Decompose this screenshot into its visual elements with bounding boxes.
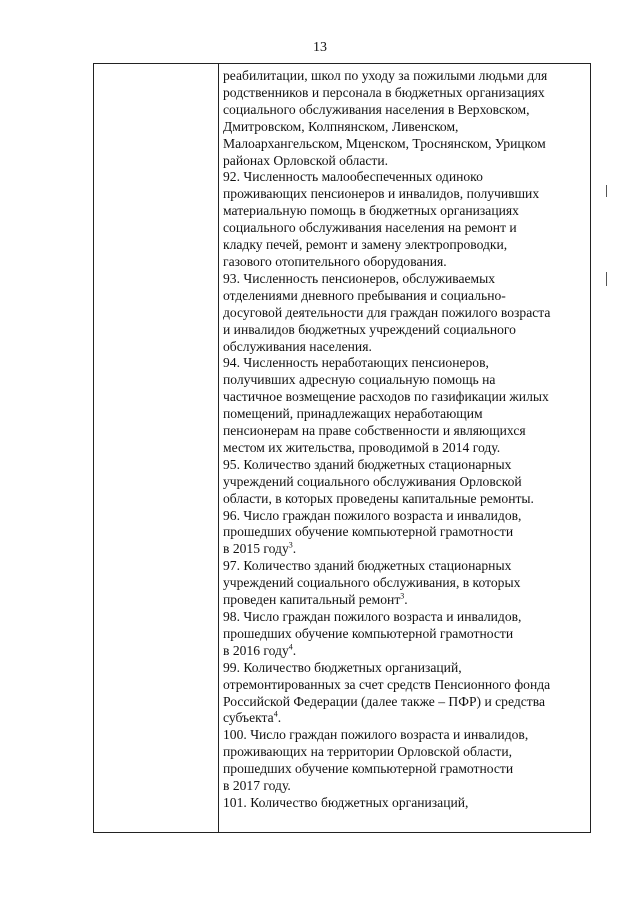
table-frame [93, 63, 591, 833]
line-text-end: . [292, 642, 297, 658]
line-text: области, в которых проведены капитальные ремонты. [223, 490, 534, 506]
text-line [223, 508, 581, 525]
line-text: 92. Численность малообеспеченных одиноко [223, 169, 483, 185]
text-line [223, 592, 581, 609]
line-text: 99. Количество бюджетных организаций, [223, 659, 462, 675]
line-text: проведен капитальный ремонт [223, 592, 401, 608]
line-text: проживающих пенсионеров и инвалидов, получивших [223, 186, 540, 202]
line-text: районах Орловской области. [223, 152, 389, 168]
text-line [223, 694, 581, 711]
line-text: 96. Число граждан пожилого возраста и инвалидов, [223, 507, 522, 523]
text-line [223, 220, 581, 237]
line-text: прошедших обучение компьютерной грамотности [223, 761, 514, 777]
text-line [223, 761, 581, 778]
line-text-end: . [292, 541, 297, 557]
line-text: получивших адресную социальную помощь на [223, 372, 496, 388]
text-line [223, 457, 581, 474]
text-line [223, 440, 581, 457]
line-text: учреждений социального обслуживания, в которых [223, 575, 521, 591]
text-line [223, 102, 581, 119]
line-text: газового отопительного оборудования. [223, 253, 447, 269]
line-text: Малоархангельском, Мценском, Троснянском, Урицком [223, 135, 546, 151]
text-line [223, 136, 581, 153]
line-text: обслуживания населения. [223, 338, 372, 354]
text-line [223, 68, 581, 85]
line-text: учреждений социального обслуживания Орловской [223, 473, 522, 489]
line-text: 100. Число граждан пожилого возраста и инвалидов, [223, 727, 529, 743]
line-text: проживающих на территории Орловской области, [223, 744, 513, 760]
line-text: досуговой деятельности для граждан пожилого возраста [223, 304, 551, 320]
line-text: кладку печей, ремонт и замену электропроводки, [223, 237, 508, 253]
text-line [223, 575, 581, 592]
text-line [223, 795, 581, 812]
text-line [223, 339, 581, 356]
text-line [223, 778, 581, 795]
line-text: в 2017 году. [223, 778, 291, 794]
line-text: 93. Численность пенсионеров, обслуживаемых [223, 270, 496, 286]
table-cell-text [223, 68, 581, 812]
line-text: 101. Количество бюджетных организаций, [223, 794, 469, 810]
text-line [223, 203, 581, 220]
line-text: частичное возмещение расходов по газификации жилых [223, 389, 549, 405]
text-line [223, 288, 581, 305]
line-text: 97. Количество зданий бюджетных стационарных [223, 558, 512, 574]
text-line [223, 406, 581, 423]
line-text-end: . [404, 592, 408, 608]
text-line [223, 710, 581, 727]
line-text: пенсионерам на праве собственности и являющихся [223, 423, 526, 439]
text-line [223, 474, 581, 491]
text-line [223, 491, 581, 508]
line-text: реабилитации, школ по уходу за пожилыми людьми для [223, 68, 548, 83]
line-text: местом их жительства, проводимой в 2014 году. [223, 439, 501, 455]
line-text: в 2016 году [223, 642, 289, 658]
line-text: помещений, принадлежащих неработающим [223, 406, 483, 422]
page-number: 13 [313, 40, 327, 55]
text-line [223, 558, 581, 575]
footnote-ref: 3 [400, 591, 405, 601]
line-text: отремонтированных за счет средств Пенсионного фонда [223, 676, 551, 692]
text-line [223, 677, 581, 694]
text-line [223, 609, 581, 626]
line-text: в 2015 году [223, 541, 289, 557]
column-divider [218, 64, 219, 832]
text-line [223, 254, 581, 271]
text-line [223, 524, 581, 541]
text-line [223, 119, 581, 136]
line-text: отделениями дневного пребывания и социально- [223, 287, 506, 303]
footnote-ref: 4 [288, 642, 293, 652]
line-text-end: . [277, 710, 282, 726]
line-text: родственников и персонала в бюджетных организациях [223, 84, 545, 100]
line-text: прошедших обучение компьютерной грамотности [223, 625, 514, 641]
line-text: 95. Количество зданий бюджетных стационарных [223, 456, 512, 472]
line-text: 98. Число граждан пожилого возраста и инвалидов, [223, 609, 522, 624]
text-line [223, 626, 581, 643]
line-text: Российской Федерации (далее также – ПФР) и средства [223, 693, 545, 709]
text-line [223, 355, 581, 372]
text-line [223, 423, 581, 440]
footnote-ref: 3 [288, 540, 293, 550]
line-text: материальную помощь в бюджетных организациях [223, 203, 519, 219]
line-text: Дмитровском, Колпнянском, Ливенском, [223, 118, 459, 134]
line-text: и инвалидов бюджетных учреждений социального [223, 321, 516, 337]
line-text: субъекта [223, 710, 274, 726]
footnote-ref: 4 [273, 709, 278, 719]
text-line [223, 643, 581, 660]
text-line [223, 237, 581, 254]
line-text: социального обслуживания населения на ремонт и [223, 220, 517, 236]
text-line [223, 541, 581, 558]
text-line [223, 153, 581, 170]
text-line [223, 305, 581, 322]
text-line [223, 372, 581, 389]
margin-mark [606, 185, 607, 197]
text-line [223, 727, 581, 744]
text-line [223, 322, 581, 339]
line-text: социального обслуживания населения в Верховском, [223, 101, 530, 117]
text-line [223, 186, 581, 203]
line-text: 94. Численность неработающих пенсионеров, [223, 355, 489, 371]
text-line [223, 169, 581, 186]
margin-mark [606, 272, 607, 286]
text-line [223, 271, 581, 288]
text-line [223, 389, 581, 406]
line-text: прошедших обучение компьютерной грамотности [223, 524, 514, 540]
text-line [223, 660, 581, 677]
text-line [223, 85, 581, 102]
text-line [223, 744, 581, 761]
